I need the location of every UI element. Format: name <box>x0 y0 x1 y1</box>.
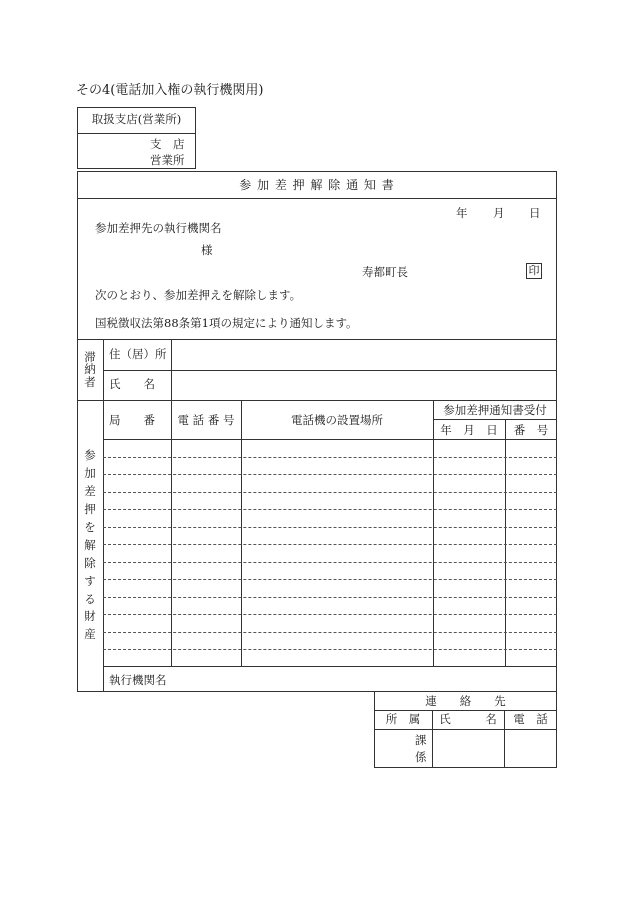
entry-row-line <box>103 544 557 545</box>
entry-row-line <box>103 509 557 510</box>
entry-row-line <box>103 649 557 650</box>
divider <box>171 339 172 400</box>
property-side-label: 参 加 差 押 を 解 除 す る 財 産 <box>84 448 96 642</box>
divider <box>433 419 557 420</box>
address-label: 住（居）所 <box>109 347 167 361</box>
divider <box>77 133 196 134</box>
col-office-number: 局 番 <box>109 413 155 427</box>
contact-col-name: 氏 名 <box>439 712 497 726</box>
divider <box>103 666 557 667</box>
date-year: 年 <box>456 206 468 220</box>
body-text-2: 国税徴収法第88条第1項の規定により通知します。 <box>95 316 358 330</box>
entry-row-line <box>103 632 557 633</box>
section-label: 課 <box>415 733 427 747</box>
form-title: その4(電話加入権の執行機関用) <box>76 83 264 98</box>
col-install-location: 電話機の設置場所 <box>291 413 383 427</box>
divider <box>374 710 557 711</box>
taxpayer-side-label: 滞 納 者 <box>84 350 96 389</box>
entry-row-line <box>103 579 557 580</box>
divider <box>103 439 557 440</box>
col-receipt-number: 番 号 <box>513 423 549 437</box>
contact-col-dept: 所 属 <box>385 712 421 726</box>
notice-title: 参 加 差 押 解 除 通 知 書 <box>239 178 395 192</box>
issuer-name: 寿都町長 <box>362 265 408 279</box>
seal-mark: 印 <box>526 263 542 279</box>
name-label: 氏 名 <box>109 377 155 391</box>
entry-row-line <box>103 597 557 598</box>
entry-row-line <box>103 562 557 563</box>
entry-row-line <box>103 614 557 615</box>
divider <box>77 339 557 340</box>
recipient-label: 参加差押先の執行機関名 <box>95 221 222 235</box>
col-receipt-date: 年 月 日 <box>440 423 498 437</box>
entry-row-line <box>103 492 557 493</box>
staff-label: 係 <box>415 750 427 764</box>
col-phone-number: 電 話 番 号 <box>177 413 235 427</box>
date-day: 日 <box>529 206 541 220</box>
entry-row-line <box>103 527 557 528</box>
office-header: 取扱支店(営業所) <box>91 112 182 126</box>
agency-label: 執行機関名 <box>109 673 167 687</box>
honorific: 様 <box>201 243 213 257</box>
divider <box>374 729 557 730</box>
contact-col-phone: 電 話 <box>513 712 548 726</box>
entry-row-line <box>103 457 557 458</box>
divider <box>77 198 557 199</box>
body-text-1: 次のとおり、参加差押えを解除します。 <box>95 288 302 302</box>
divider <box>77 400 557 401</box>
entry-row-line <box>103 474 557 475</box>
divider <box>103 339 104 692</box>
date-month: 月 <box>493 206 505 220</box>
branch-label: 支 店 <box>150 137 185 151</box>
contact-title: 連 絡 先 <box>425 694 506 708</box>
col-receipt-header: 参加差押通知書受付 <box>443 403 547 417</box>
sales-office-label: 営業所 <box>150 153 185 167</box>
